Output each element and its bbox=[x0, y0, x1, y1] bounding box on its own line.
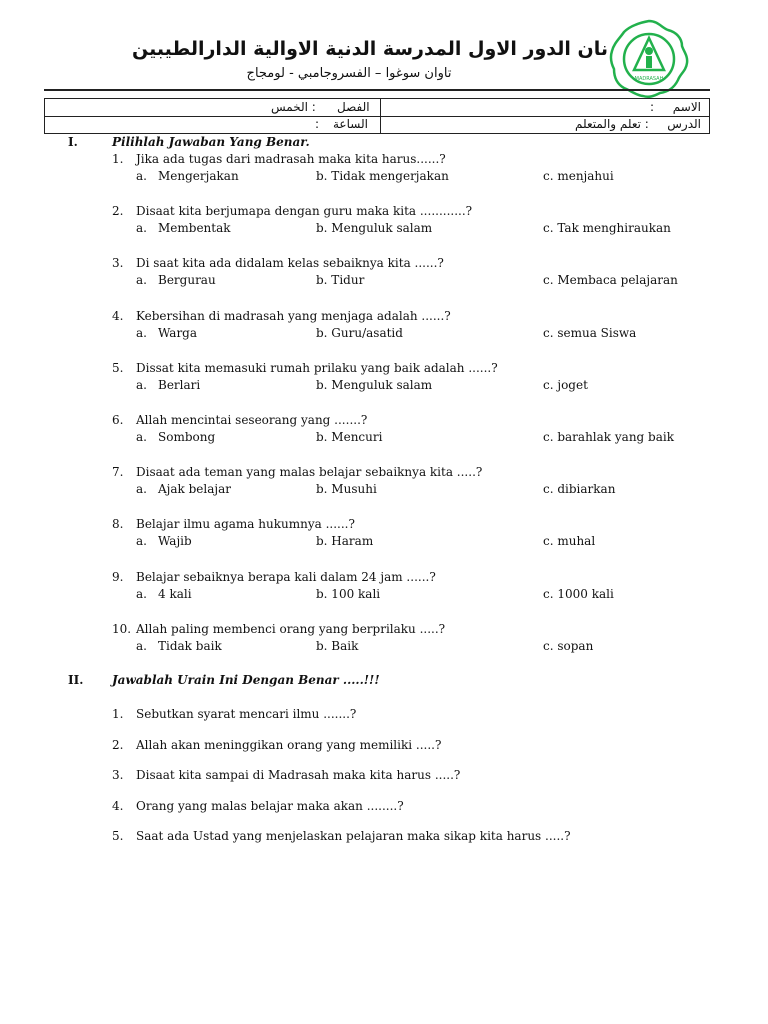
essay-number: 4. bbox=[112, 799, 124, 813]
question-number: 8. bbox=[112, 517, 124, 531]
option-b: b. Tidur bbox=[316, 273, 365, 287]
question-number: 4. bbox=[112, 309, 124, 323]
question-text: Belajar sebaiknya berapa kali dalam 24 jam ......? bbox=[136, 570, 436, 584]
lesson-label: الدرس bbox=[667, 117, 701, 131]
option-a-label: a. bbox=[136, 273, 147, 287]
option-b: b. 100 kali bbox=[316, 587, 381, 601]
school-address: تاوان سوغوا – الفسروجامبي - لومجاج bbox=[246, 66, 452, 81]
essay-number: 1. bbox=[112, 707, 124, 721]
option-a-label: a. bbox=[136, 326, 147, 340]
option-a: Membentak bbox=[158, 221, 231, 235]
question-text: Kebersihan di madrasah yang menjaga adalah ......? bbox=[136, 309, 451, 323]
option-a-label: a. bbox=[136, 430, 147, 444]
option-c: c. dibiarkan bbox=[543, 482, 616, 496]
option-a: Ajak belajar bbox=[158, 482, 232, 496]
option-a: Tidak baik bbox=[158, 639, 222, 653]
option-c: c. 1000 kali bbox=[543, 587, 614, 601]
header-rule bbox=[44, 89, 710, 91]
essay-number: 2. bbox=[112, 738, 124, 752]
question-number: 3. bbox=[112, 256, 124, 270]
question-number: 6. bbox=[112, 413, 124, 427]
essay-text: Saat ada Ustad yang menjelaskan pelajaran maka sikap kita harus .....? bbox=[136, 829, 571, 843]
section1-numeral: I. bbox=[68, 135, 78, 149]
option-a-label: a. bbox=[136, 639, 147, 653]
madrasah-logo bbox=[608, 18, 690, 100]
question-number: 7. bbox=[112, 465, 124, 479]
question-text: Jika ada tugas dari madrasah maka kita harus......? bbox=[136, 152, 446, 166]
class-value: : الخمس bbox=[271, 100, 316, 114]
option-a: Berlari bbox=[158, 378, 201, 392]
option-c: c. semua Siswa bbox=[543, 326, 637, 340]
option-a: Wajib bbox=[158, 534, 192, 548]
time-value: : bbox=[315, 117, 320, 131]
option-b: b. Musuhi bbox=[316, 482, 377, 496]
option-c: c. Membaca pelajaran bbox=[543, 273, 678, 287]
option-a-label: a. bbox=[136, 587, 147, 601]
name-value: : bbox=[650, 100, 655, 114]
option-b: b. Menguluk salam bbox=[316, 221, 433, 235]
option-c: c. menjahui bbox=[543, 169, 614, 183]
option-c: c. joget bbox=[543, 378, 588, 392]
section1-heading: Pilihlah Jawaban Yang Benar. bbox=[112, 135, 310, 149]
option-b: b. Haram bbox=[316, 534, 374, 548]
option-a: Mengerjakan bbox=[158, 169, 239, 183]
question-text: Di saat kita ada didalam kelas sebaiknya kita ......? bbox=[136, 256, 444, 270]
time-label: الساعة bbox=[333, 117, 368, 131]
essay-number: 5. bbox=[112, 829, 124, 843]
essay-number: 3. bbox=[112, 768, 124, 782]
option-c: c. Tak menghiraukan bbox=[543, 221, 671, 235]
exam-title: نان الدور الاول المدرسة الدنية الاوالية الدارالطيبين bbox=[131, 38, 608, 60]
option-b: b. Menguluk salam bbox=[316, 378, 433, 392]
option-a: Bergurau bbox=[158, 273, 216, 287]
question-number: 9. bbox=[112, 570, 124, 584]
option-a-label: a. bbox=[136, 221, 147, 235]
question-text: Allah paling membenci orang yang berprilaku .....? bbox=[136, 622, 446, 636]
section2-numeral: II. bbox=[68, 673, 84, 687]
option-c: c. sopan bbox=[543, 639, 594, 653]
question-text: Allah mencintai seseorang yang .......? bbox=[136, 413, 368, 427]
essay-text: Sebutkan syarat mencari ilmu .......? bbox=[136, 707, 357, 721]
logo-text: MADRASAH bbox=[634, 76, 664, 82]
essay-text: Orang yang malas belajar maka akan ........? bbox=[136, 799, 404, 813]
question-number: 1. bbox=[112, 152, 124, 166]
option-a: 4 kali bbox=[158, 587, 192, 601]
question-text: Belajar ilmu agama hukumnya ......? bbox=[136, 517, 355, 531]
section2-heading: Jawablah Urain Ini Dengan Benar .....!!! bbox=[112, 673, 380, 687]
option-a-label: a. bbox=[136, 169, 147, 183]
class-label: الفصل bbox=[337, 100, 370, 114]
question-text: Dissat kita memasuki rumah prilaku yang baik adalah ......? bbox=[136, 361, 498, 375]
option-b: b. Baik bbox=[316, 639, 359, 653]
question-number: 5. bbox=[112, 361, 124, 375]
student-info-table bbox=[44, 98, 710, 134]
option-c: c. muhal bbox=[543, 534, 596, 548]
name-label: الاسم bbox=[672, 100, 701, 114]
question-number: 10. bbox=[112, 622, 132, 636]
question-number: 2. bbox=[112, 204, 124, 218]
option-a: Warga bbox=[158, 326, 198, 340]
lesson-value: : تعلم والمتعلم bbox=[575, 117, 649, 131]
option-b: b. Mencuri bbox=[316, 430, 383, 444]
option-a-label: a. bbox=[136, 482, 147, 496]
option-a-label: a. bbox=[136, 534, 147, 548]
option-b: b. Tidak mengerjakan bbox=[316, 169, 449, 183]
essay-text: Allah akan meninggikan orang yang memiliki .....? bbox=[136, 738, 442, 752]
option-a: Sombong bbox=[158, 430, 216, 444]
option-a-label: a. bbox=[136, 378, 147, 392]
essay-text: Disaat kita sampai di Madrasah maka kita harus .....? bbox=[136, 768, 461, 782]
question-text: Disaat ada teman yang malas belajar sebaiknya kita .....? bbox=[136, 465, 483, 479]
option-b: b. Guru/asatid bbox=[316, 326, 403, 340]
option-c: c. barahlak yang baik bbox=[543, 430, 674, 444]
question-text: Disaat kita berjumapa dengan guru maka kita ............? bbox=[136, 204, 473, 218]
